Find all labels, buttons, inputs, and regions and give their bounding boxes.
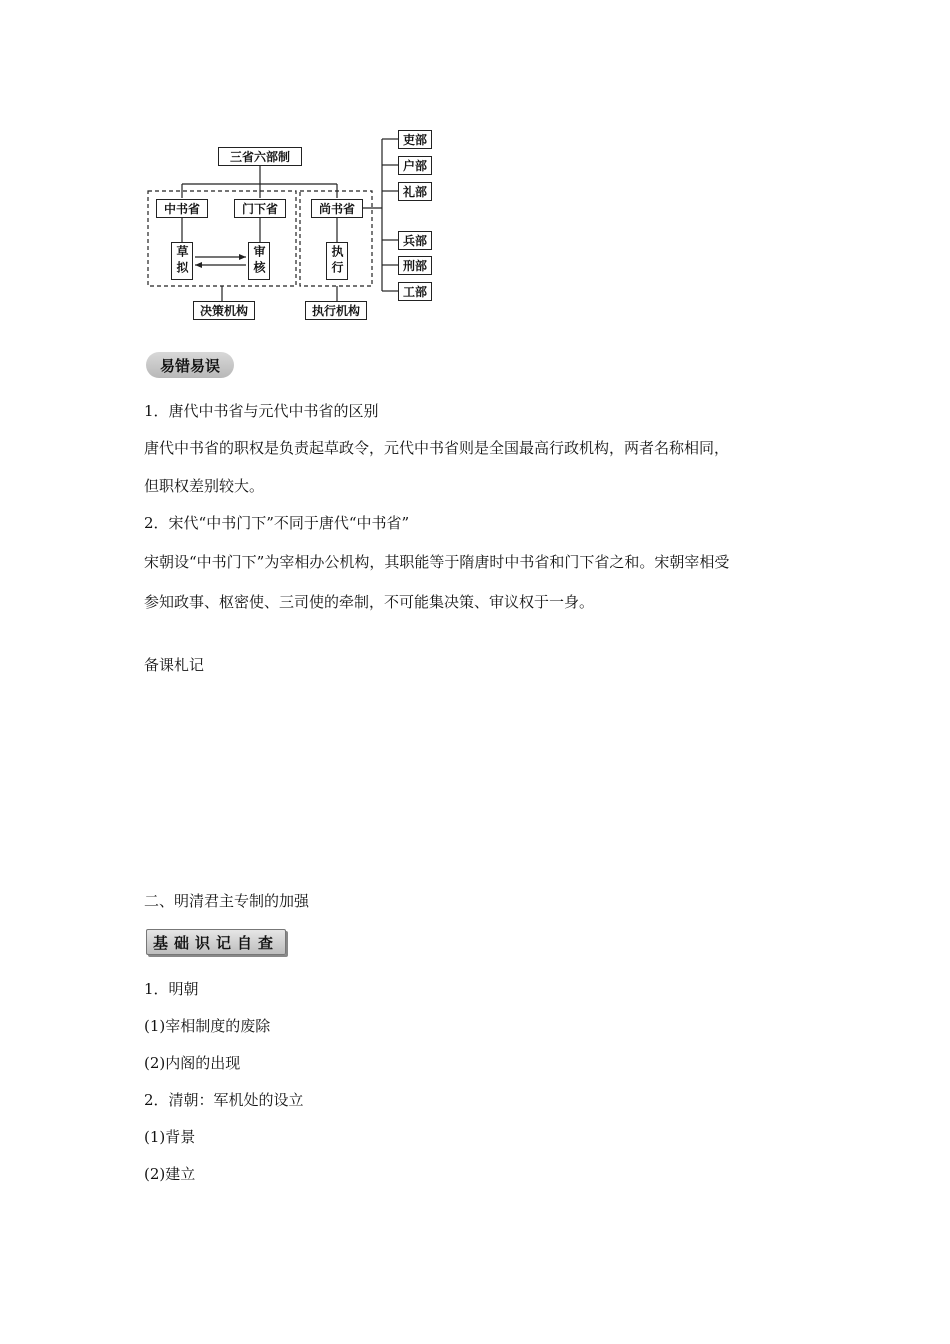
shangshu-node: 尚书省 <box>311 199 363 218</box>
zhixing-node: 执行 <box>326 242 348 280</box>
ministry-li-personnel: 吏部 <box>398 130 432 149</box>
ministry-xing: 刑部 <box>398 256 432 275</box>
text-line: 宋朝设“中书门下”为宰相办公机构，其职能等于隋唐时中书省和门下省之和。宋朝宰相受 <box>144 553 730 571</box>
text-line: 参知政事、枢密使、三司使的牵制，不可能集决策、审议权于一身。 <box>144 593 595 611</box>
ministry-bing: 兵部 <box>398 231 432 250</box>
decision-label: 决策机构 <box>193 301 255 320</box>
ministry-gong: 工部 <box>398 282 432 301</box>
list-item: (1)宰相制度的废除 <box>144 1017 271 1035</box>
section-badge-common-errors: 易错易误 <box>146 352 234 378</box>
ministry-hu: 户部 <box>398 156 432 175</box>
execution-label: 执行机构 <box>305 301 367 320</box>
text-line: 2．宋代“中书门下”不同于唐代“中书省” <box>144 514 410 532</box>
ministry-li-rites: 礼部 <box>398 182 432 201</box>
shenhe-node: 审核 <box>248 242 270 280</box>
list-item: 2．清朝：军机处的设立 <box>144 1091 304 1109</box>
text-line: 唐代中书省的职权是负责起草政令，元代中书省则是全国最高行政机构，两者名称相同， <box>144 439 730 457</box>
text-line: 但职权差别较大。 <box>144 477 265 495</box>
three-departments-six-ministries-diagram <box>140 125 450 325</box>
caoni-node: 草拟 <box>171 242 193 280</box>
menxia-node: 门下省 <box>234 199 286 218</box>
section-heading: 二、明清君主专制的加强 <box>144 892 310 910</box>
text-line: 1．唐代中书省与元代中书省的区别 <box>144 402 379 420</box>
list-item: (1)背景 <box>144 1128 196 1146</box>
root-node: 三省六部制 <box>218 147 302 166</box>
zhongshu-node: 中书省 <box>156 199 208 218</box>
list-item: (2)建立 <box>144 1165 196 1183</box>
list-item: (2)内阁的出现 <box>144 1054 241 1072</box>
section-badge-basic-review: 基础识记自查 <box>146 929 286 955</box>
list-item: 1．明朝 <box>144 980 199 998</box>
notes-label: 备课札记 <box>144 656 205 674</box>
